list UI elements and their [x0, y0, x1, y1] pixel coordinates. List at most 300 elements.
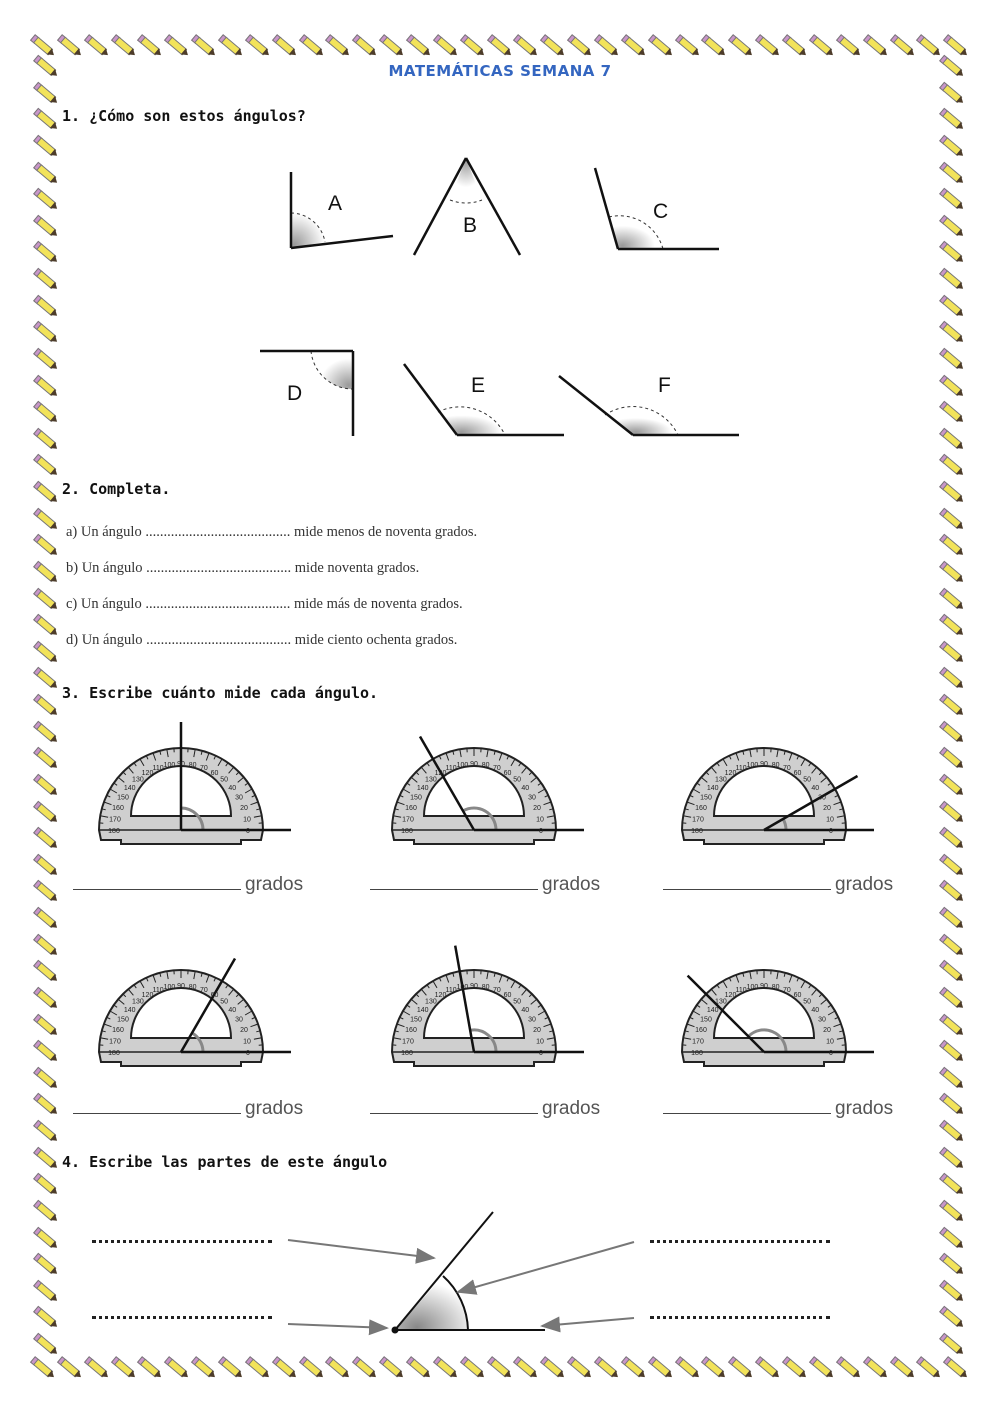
pencil-icon	[432, 1354, 460, 1380]
scale-label: 40	[811, 1006, 820, 1014]
pencil-icon	[540, 32, 568, 58]
q4-blank-bottom-right[interactable]	[650, 1316, 830, 1319]
angle-f-figure	[555, 360, 745, 445]
pencil-icon	[32, 691, 61, 718]
pencil-icon	[32, 1064, 61, 1091]
pencil-icon	[32, 1091, 61, 1118]
scale-label: 40	[811, 784, 820, 792]
scale-label: 100	[746, 762, 759, 769]
scale-label: 60	[503, 770, 512, 777]
scale-label: 90	[470, 983, 478, 990]
pencil-icon	[32, 425, 61, 452]
scale-label: 80	[771, 984, 780, 991]
q1-heading: 1. ¿Cómo son estos ángulos?	[62, 107, 306, 125]
pencil-icon	[486, 32, 514, 58]
q3-answer-1	[73, 874, 303, 896]
pencil-icon	[56, 32, 84, 58]
scale-label: 70	[493, 987, 501, 994]
grados-label: grados	[245, 1098, 304, 1119]
scale-label: 50	[803, 776, 811, 784]
scale-label: 160	[112, 1027, 124, 1035]
pencil-icon	[701, 32, 729, 58]
answer-blank[interactable]	[73, 1112, 241, 1114]
scale-label: 180	[401, 828, 413, 835]
pencil-icon	[938, 1117, 967, 1144]
scale-label: 130	[425, 998, 437, 1006]
scale-label: 10	[826, 816, 834, 824]
pencil-icon	[938, 931, 967, 958]
scale-label: 140	[706, 784, 719, 792]
scale-label: 100	[456, 984, 469, 991]
pencil-icon	[728, 1354, 756, 1380]
pencil-icon	[938, 452, 967, 479]
pencil-icon	[938, 345, 967, 372]
q4-blank-bottom-left[interactable]	[92, 1316, 272, 1319]
pencil-icon	[32, 851, 61, 878]
q2-heading: 2. Completa.	[62, 480, 171, 498]
pencil-icon	[938, 1171, 967, 1198]
pencil-icon	[32, 1277, 61, 1304]
protractor-2	[388, 715, 588, 845]
scale-label: 100	[163, 984, 176, 991]
pencil-border-left	[30, 60, 64, 1350]
pencil-icon	[32, 638, 61, 665]
scale-label: 30	[235, 794, 243, 802]
pencil-icon	[938, 718, 967, 745]
scale-label: 110	[152, 765, 164, 772]
pencil-icon	[938, 745, 967, 772]
scale-label: 110	[445, 765, 457, 772]
scale-label: 20	[240, 1027, 248, 1035]
pencil-icon	[32, 345, 61, 372]
scale-label: 110	[152, 987, 164, 994]
pencil-icon	[620, 1354, 648, 1380]
pencil-icon	[190, 1354, 218, 1380]
scale-label: 120	[434, 992, 447, 999]
pencil-icon	[938, 106, 967, 133]
pencil-border-bottom	[30, 1350, 970, 1384]
angle-a-label: A	[328, 192, 343, 215]
scale-label: 150	[117, 1016, 129, 1024]
q3-answer-6	[663, 1098, 893, 1120]
pencil-icon	[566, 32, 594, 58]
pencil-icon	[938, 1091, 967, 1118]
pencil-icon	[938, 319, 967, 346]
scale-label: 170	[109, 1038, 121, 1046]
scale-label: 30	[818, 794, 826, 802]
pencil-icon	[938, 1251, 967, 1278]
pencil-icon	[728, 32, 756, 58]
scale-label: 100	[163, 762, 176, 769]
pencil-icon	[647, 1354, 675, 1380]
pencil-icon	[754, 1354, 782, 1380]
pencil-icon	[938, 186, 967, 213]
scale-label: 90	[760, 761, 768, 768]
pencil-icon	[217, 32, 245, 58]
pencil-icon	[32, 931, 61, 958]
pencil-icon	[938, 665, 967, 692]
pencil-icon	[938, 825, 967, 852]
scale-label: 90	[177, 761, 185, 768]
scale-label: 140	[706, 1006, 719, 1014]
angle-a-figure	[280, 160, 410, 260]
angle-c-figure	[585, 160, 725, 260]
pencil-icon	[83, 32, 111, 58]
grados-label: grados	[542, 1098, 601, 1119]
protractor-6	[678, 937, 878, 1067]
scale-label: 100	[746, 984, 759, 991]
scale-label: 70	[200, 765, 208, 772]
scale-label: 0	[539, 1050, 543, 1057]
pencil-icon	[835, 32, 863, 58]
angle-d-label: D	[287, 382, 303, 405]
pencil-icon	[938, 851, 967, 878]
pencil-icon	[32, 478, 61, 505]
q3-answer-4	[73, 1098, 303, 1120]
pencil-icon	[593, 1354, 621, 1380]
answer-blank[interactable]	[370, 888, 538, 890]
pencil-icon	[938, 79, 967, 106]
pencil-icon	[271, 32, 299, 58]
grados-label: grados	[835, 874, 894, 895]
scale-label: 0	[539, 828, 543, 835]
pencil-icon	[32, 1251, 61, 1278]
scale-label: 10	[243, 816, 251, 824]
pencil-icon	[32, 984, 61, 1011]
scale-label: 20	[240, 805, 248, 813]
scale-label: 0	[829, 1050, 833, 1057]
pencil-icon	[325, 32, 353, 58]
pencil-icon	[32, 1171, 61, 1198]
scale-label: 120	[141, 992, 154, 999]
scale-label: 10	[826, 1038, 834, 1046]
pencil-icon	[486, 1354, 514, 1380]
scale-label: 150	[117, 794, 129, 802]
pencil-icon	[32, 1224, 61, 1251]
pencil-icon	[298, 1354, 326, 1380]
scale-label: 170	[402, 1038, 414, 1046]
pencil-icon	[32, 399, 61, 426]
pencil-icon	[32, 505, 61, 532]
pencil-icon	[378, 1354, 406, 1380]
scale-label: 170	[402, 816, 414, 824]
pencil-icon	[674, 1354, 702, 1380]
pencil-icon	[32, 718, 61, 745]
q4-blank-top-left[interactable]	[92, 1240, 272, 1243]
pencil-icon	[137, 32, 165, 58]
pencil-icon	[938, 132, 967, 159]
pencil-icon	[32, 1144, 61, 1171]
pencil-icon	[647, 32, 675, 58]
scale-label: 50	[513, 776, 521, 784]
scale-label: 0	[246, 1050, 250, 1057]
scale-label: 70	[783, 765, 791, 772]
pencil-icon	[674, 32, 702, 58]
pencil-icon	[938, 505, 967, 532]
pencil-icon	[938, 1224, 967, 1251]
scale-label: 180	[108, 1050, 120, 1057]
angle-e-figure	[400, 360, 570, 445]
angle-d-figure	[255, 345, 365, 440]
scale-label: 140	[416, 784, 429, 792]
scale-label: 20	[823, 1027, 831, 1035]
scale-label: 160	[695, 805, 707, 813]
protractor-5	[388, 937, 588, 1067]
pencil-icon	[938, 212, 967, 239]
pencil-icon	[938, 771, 967, 798]
pencil-icon	[32, 186, 61, 213]
scale-label: 120	[141, 770, 154, 777]
scale-label: 120	[434, 770, 447, 777]
pencil-icon	[32, 798, 61, 825]
scale-label: 80	[771, 762, 780, 769]
pencil-icon	[32, 265, 61, 292]
pencil-icon	[32, 745, 61, 772]
scale-label: 90	[470, 761, 478, 768]
pencil-icon	[938, 265, 967, 292]
scale-label: 160	[405, 805, 417, 813]
q4-heading: 4. Escribe las partes de este ángulo	[62, 1153, 388, 1171]
pencil-icon	[32, 558, 61, 585]
pencil-icon	[32, 665, 61, 692]
pencil-icon	[190, 32, 218, 58]
scale-label: 30	[528, 794, 536, 802]
scale-label: 0	[246, 828, 250, 835]
scale-label: 10	[536, 1038, 544, 1046]
pencil-icon	[325, 1354, 353, 1380]
pencil-icon	[566, 1354, 594, 1380]
pencil-icon	[781, 32, 809, 58]
pencil-icon	[405, 1354, 433, 1380]
pencil-icon	[938, 904, 967, 931]
pencil-icon	[32, 319, 61, 346]
pencil-icon	[32, 372, 61, 399]
worksheet-title: MATEMÁTICAS SEMANA 7	[388, 62, 612, 80]
pencil-icon	[938, 1304, 967, 1331]
pencil-icon	[593, 32, 621, 58]
answer-blank[interactable]	[663, 1112, 831, 1114]
q3-heading: 3. Escribe cuánto mide cada ángulo.	[62, 684, 379, 702]
pencil-icon	[32, 212, 61, 239]
pencil-icon	[938, 691, 967, 718]
pencil-icon	[620, 32, 648, 58]
grados-label: grados	[245, 874, 304, 895]
pencil-icon	[938, 1197, 967, 1224]
pencil-icon	[889, 1354, 917, 1380]
answer-blank[interactable]	[370, 1112, 538, 1114]
scale-label: 130	[132, 998, 144, 1006]
arrow-to-vertex	[288, 1324, 387, 1328]
scale-label: 60	[793, 992, 802, 999]
scale-label: 180	[691, 1050, 703, 1057]
scale-label: 90	[760, 983, 768, 990]
scale-label: 50	[220, 776, 228, 784]
pencil-icon	[916, 32, 944, 58]
pencil-icon	[938, 159, 967, 186]
scale-label: 110	[735, 987, 747, 994]
pencil-icon	[32, 132, 61, 159]
pencil-icon	[916, 1354, 944, 1380]
scale-label: 110	[445, 987, 457, 994]
pencil-icon	[938, 399, 967, 426]
scale-label: 160	[695, 1027, 707, 1035]
arrow-to-side	[288, 1240, 434, 1258]
scale-label: 130	[715, 998, 727, 1006]
scale-label: 160	[405, 1027, 417, 1035]
pencil-icon	[889, 32, 917, 58]
protractor-4	[95, 937, 295, 1067]
pencil-icon	[513, 32, 541, 58]
scale-label: 110	[735, 765, 747, 772]
pencil-icon	[938, 558, 967, 585]
pencil-icon	[938, 292, 967, 319]
pencil-icon	[110, 32, 138, 58]
angle-e-label: E	[471, 374, 486, 397]
pencil-icon	[862, 32, 890, 58]
scale-label: 40	[521, 784, 530, 792]
scale-label: 80	[481, 762, 490, 769]
q4-angle-figure	[280, 1200, 660, 1340]
pencil-icon	[938, 878, 967, 905]
scale-label: 20	[823, 805, 831, 813]
pencil-icon	[164, 32, 192, 58]
arrow-to-base	[542, 1318, 634, 1326]
scale-label: 100	[456, 762, 469, 769]
pencil-icon	[781, 1354, 809, 1380]
q4-blank-top-right[interactable]	[650, 1240, 830, 1243]
pencil-icon	[32, 106, 61, 133]
pencil-icon	[110, 1354, 138, 1380]
scale-label: 40	[228, 784, 237, 792]
pencil-icon	[271, 1354, 299, 1380]
pencil-border-right	[936, 60, 970, 1350]
scale-label: 140	[416, 1006, 429, 1014]
scale-label: 160	[112, 805, 124, 813]
pencil-icon	[938, 372, 967, 399]
q2-sentence-a: a) Un ángulo ........................................ mide menos de noventa grados.	[66, 524, 478, 540]
pencil-icon	[938, 638, 967, 665]
pencil-icon	[32, 239, 61, 266]
pencil-icon	[540, 1354, 568, 1380]
pencil-icon	[32, 1197, 61, 1224]
pencil-icon	[513, 1354, 541, 1380]
pencil-icon	[938, 1038, 967, 1065]
scale-label: 150	[700, 794, 712, 802]
pencil-icon	[938, 425, 967, 452]
q2-sentence-c: c) Un ángulo ........................................ mide más de noventa grados.	[66, 596, 463, 612]
pencil-icon	[32, 878, 61, 905]
pencil-icon	[32, 958, 61, 985]
scale-label: 10	[536, 816, 544, 824]
pencil-icon	[32, 771, 61, 798]
answer-blank[interactable]	[73, 888, 241, 890]
pencil-icon	[938, 1277, 967, 1304]
angle-f-label: F	[658, 374, 671, 397]
pencil-icon	[32, 1038, 61, 1065]
pencil-icon	[938, 1144, 967, 1171]
scale-label: 130	[715, 776, 727, 784]
scale-label: 20	[533, 805, 541, 813]
scale-label: 130	[132, 776, 144, 784]
grados-label: grados	[542, 874, 601, 895]
pencil-icon	[244, 32, 272, 58]
pencil-icon	[298, 32, 326, 58]
scale-label: 50	[220, 998, 228, 1006]
pencil-icon	[32, 904, 61, 931]
pencil-icon	[938, 532, 967, 559]
pencil-icon	[32, 532, 61, 559]
pencil-icon	[938, 1011, 967, 1038]
pencil-icon	[459, 32, 487, 58]
pencil-icon	[217, 1354, 245, 1380]
scale-label: 40	[521, 1006, 530, 1014]
protractor-1	[95, 715, 295, 845]
scale-label: 60	[210, 992, 219, 999]
answer-blank[interactable]	[663, 888, 831, 890]
q2-sentence-b: b) Un ángulo ........................................ mide noventa grados.	[66, 560, 420, 576]
scale-label: 150	[410, 794, 422, 802]
scale-label: 90	[177, 983, 185, 990]
pencil-icon	[938, 585, 967, 612]
scale-label: 60	[793, 770, 802, 777]
pencil-icon	[808, 1354, 836, 1380]
pencil-icon	[56, 1354, 84, 1380]
scale-label: 60	[210, 770, 219, 777]
pencil-icon	[378, 32, 406, 58]
angle-c-label: C	[653, 200, 669, 223]
pencil-icon	[137, 1354, 165, 1380]
scale-label: 120	[724, 992, 737, 999]
q3-answer-3	[663, 874, 893, 896]
pencil-icon	[244, 1354, 272, 1380]
scale-label: 180	[108, 828, 120, 835]
scale-label: 180	[401, 1050, 413, 1057]
scale-label: 140	[123, 784, 136, 792]
scale-label: 50	[803, 998, 811, 1006]
scale-label: 130	[425, 776, 437, 784]
pencil-icon	[938, 984, 967, 1011]
pencil-icon	[938, 478, 967, 505]
pencil-icon	[808, 32, 836, 58]
pencil-icon	[32, 1011, 61, 1038]
scale-label: 140	[123, 1006, 136, 1014]
pencil-icon	[32, 1117, 61, 1144]
scale-label: 0	[829, 828, 833, 835]
scale-label: 80	[188, 762, 197, 769]
scale-label: 180	[691, 828, 703, 835]
pencil-icon	[701, 1354, 729, 1380]
pencil-icon	[835, 1354, 863, 1380]
scale-label: 80	[481, 984, 490, 991]
grados-label: grados	[835, 1098, 894, 1119]
q2-sentence-d: d) Un ángulo ........................................ mide ciento ochenta grados.	[66, 632, 458, 648]
pencil-icon	[32, 452, 61, 479]
pencil-icon	[32, 612, 61, 639]
pencil-icon	[32, 825, 61, 852]
pencil-icon	[32, 1304, 61, 1331]
pencil-icon	[32, 585, 61, 612]
scale-label: 70	[783, 987, 791, 994]
scale-label: 150	[700, 1016, 712, 1024]
pencil-icon	[862, 1354, 890, 1380]
scale-label: 30	[818, 1016, 826, 1024]
scale-label: 60	[503, 992, 512, 999]
pencil-border-top	[30, 28, 970, 62]
scale-label: 170	[692, 1038, 704, 1046]
scale-label: 70	[493, 765, 501, 772]
pencil-icon	[938, 1064, 967, 1091]
scale-label: 50	[513, 998, 521, 1006]
